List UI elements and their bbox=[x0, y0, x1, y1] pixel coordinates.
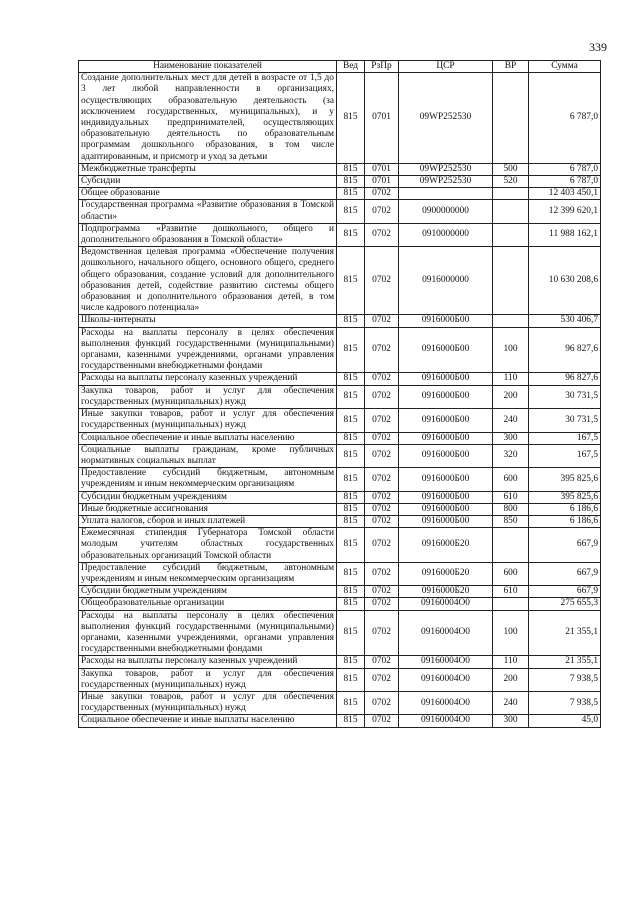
table-row bbox=[79, 188, 601, 200]
row-name: Общеобразовательные организации bbox=[79, 598, 337, 610]
row-csr: 09WP252530 bbox=[399, 73, 493, 164]
row-ved: 815 bbox=[337, 491, 365, 503]
table-row bbox=[79, 715, 601, 727]
table-row bbox=[79, 528, 601, 563]
table-row bbox=[79, 468, 601, 491]
row-ved: 815 bbox=[337, 444, 365, 467]
table-row bbox=[79, 373, 601, 385]
row-rzpr: 0702 bbox=[365, 409, 399, 432]
row-sum: 395 825,6 bbox=[529, 468, 601, 491]
row-ved: 815 bbox=[337, 327, 365, 373]
row-vr: 110 bbox=[493, 656, 529, 668]
row-name: Социальные выплаты гражданам, кроме публичных нормативных социальных выплат bbox=[79, 444, 337, 467]
row-vr bbox=[493, 200, 529, 223]
table-row bbox=[79, 598, 601, 610]
table-row bbox=[79, 562, 601, 585]
row-name: Субсидии бюджетным учреждениям bbox=[79, 586, 337, 598]
row-rzpr: 0702 bbox=[365, 586, 399, 598]
row-rzpr: 0702 bbox=[365, 715, 399, 727]
row-csr: 0916000Б00 bbox=[399, 468, 493, 491]
row-rzpr: 0701 bbox=[365, 176, 399, 188]
row-ved: 815 bbox=[337, 656, 365, 668]
table-row bbox=[79, 223, 601, 246]
row-name: Предоставление субсидий бюджетным, автономным учреждениям и иным некоммерческим организациям bbox=[79, 468, 337, 491]
header-row bbox=[79, 61, 601, 73]
row-ved: 815 bbox=[337, 176, 365, 188]
row-rzpr: 0701 bbox=[365, 163, 399, 175]
row-name: Общее образование bbox=[79, 188, 337, 200]
row-ved: 815 bbox=[337, 247, 365, 315]
table-row bbox=[79, 515, 601, 527]
row-csr: 0916000Б00 bbox=[399, 491, 493, 503]
table-row bbox=[79, 668, 601, 691]
row-rzpr: 0702 bbox=[365, 223, 399, 246]
row-csr: 09160004О0 bbox=[399, 598, 493, 610]
row-vr: 610 bbox=[493, 491, 529, 503]
row-vr: 610 bbox=[493, 586, 529, 598]
row-name: Расходы на выплаты персоналу в целях обеспечения выполнения функций государственными (муниципальными) органами, казенными учреждениями, органами управления государственными внебюджетными фондами bbox=[79, 327, 337, 373]
table-row bbox=[79, 409, 601, 432]
header-sum: Сумма bbox=[529, 61, 601, 73]
row-ved: 815 bbox=[337, 668, 365, 691]
row-name: Иные закупки товаров, работ и услуг для обеспечения государственных (муниципальных) нужд bbox=[79, 691, 337, 714]
row-name: Иные закупки товаров, работ и услуг для обеспечения государственных (муниципальных) нужд bbox=[79, 409, 337, 432]
row-vr: 240 bbox=[493, 409, 529, 432]
row-ved: 815 bbox=[337, 373, 365, 385]
row-rzpr: 0702 bbox=[365, 562, 399, 585]
row-rzpr: 0702 bbox=[365, 315, 399, 327]
row-sum: 167,5 bbox=[529, 432, 601, 444]
row-csr: 09160004О0 bbox=[399, 691, 493, 714]
header-name: Наименование показателей bbox=[79, 61, 337, 73]
row-rzpr: 0702 bbox=[365, 598, 399, 610]
row-vr bbox=[493, 315, 529, 327]
row-sum: 96 827,6 bbox=[529, 327, 601, 373]
row-sum: 6 787,0 bbox=[529, 73, 601, 164]
table-row bbox=[79, 327, 601, 373]
row-sum: 30 731,5 bbox=[529, 409, 601, 432]
row-sum: 6 186,6 bbox=[529, 503, 601, 515]
row-sum: 21 355,1 bbox=[529, 610, 601, 656]
row-csr: 0916000Б00 bbox=[399, 503, 493, 515]
row-name: Предоставление субсидий бюджетным, автономным учреждениям и иным некоммерческим организациям bbox=[79, 562, 337, 585]
row-ved: 815 bbox=[337, 610, 365, 656]
row-ved: 815 bbox=[337, 223, 365, 246]
row-ved: 815 bbox=[337, 503, 365, 515]
row-ved: 815 bbox=[337, 73, 365, 164]
row-name: Расходы на выплаты персоналу в целях обеспечения выполнения функций государственными (муниципальными) органами, казенными учреждениями, органами управления государственными внебюджетными фондами bbox=[79, 610, 337, 656]
row-ved: 815 bbox=[337, 200, 365, 223]
row-ved: 815 bbox=[337, 409, 365, 432]
table-row bbox=[79, 691, 601, 714]
row-csr: 0916000Б00 bbox=[399, 315, 493, 327]
row-csr: 0916000Б00 bbox=[399, 373, 493, 385]
row-rzpr: 0702 bbox=[365, 656, 399, 668]
row-vr bbox=[493, 598, 529, 610]
row-rzpr: 0702 bbox=[365, 247, 399, 315]
row-csr: 0916000Б00 bbox=[399, 409, 493, 432]
row-csr: 0916000000 bbox=[399, 247, 493, 315]
row-vr: 100 bbox=[493, 610, 529, 656]
row-vr: 300 bbox=[493, 715, 529, 727]
row-name: Закупка товаров, работ и услуг для обеспечения государственных (муниципальных) нужд bbox=[79, 668, 337, 691]
row-name: Государственная программа «Развитие образования в Томской области» bbox=[79, 200, 337, 223]
row-csr: 0916000Б00 bbox=[399, 432, 493, 444]
row-name: Социальное обеспечение и иные выплаты населению bbox=[79, 432, 337, 444]
row-ved: 815 bbox=[337, 515, 365, 527]
row-rzpr: 0702 bbox=[365, 188, 399, 200]
table-row bbox=[79, 656, 601, 668]
row-sum: 7 938,5 bbox=[529, 691, 601, 714]
row-ved: 815 bbox=[337, 163, 365, 175]
table-row bbox=[79, 491, 601, 503]
row-vr bbox=[493, 223, 529, 246]
row-rzpr: 0702 bbox=[365, 668, 399, 691]
table-row bbox=[79, 200, 601, 223]
row-name: Создание дополнительных мест для детей в возрасте от 1,5 до 3 лет любой направленности в организациях, осуществляющих образовательную деятельность (за исключением государственных, муниципальных), и у индивидуальных предпринимателей, осуществляющих образовательную деятельность по образовательным программам дошкольного образования, в том числе адаптированным, и присмотр и уход за детьми bbox=[79, 73, 337, 164]
row-ved: 815 bbox=[337, 468, 365, 491]
row-vr: 200 bbox=[493, 385, 529, 408]
row-name: Иные бюджетные ассигнования bbox=[79, 503, 337, 515]
row-sum: 395 825,6 bbox=[529, 491, 601, 503]
row-csr: 0916000Б20 bbox=[399, 586, 493, 598]
table-row bbox=[79, 432, 601, 444]
row-sum: 11 988 162,1 bbox=[529, 223, 601, 246]
row-name: Ведомственная целевая программа «Обеспечение получения дошкольного, начального общего, основного общего, среднего общего образования, создание условий для дополнительного образования детей, содействие развитию системы общего образования и дополнительного образования детей, в том числе кадрового потенциала» bbox=[79, 247, 337, 315]
row-sum: 12 399 620,1 bbox=[529, 200, 601, 223]
header-csr: ЦСР bbox=[399, 61, 493, 73]
row-csr: 09160004О0 bbox=[399, 668, 493, 691]
row-sum: 12 403 450,1 bbox=[529, 188, 601, 200]
row-sum: 167,5 bbox=[529, 444, 601, 467]
row-csr: 09160004О0 bbox=[399, 715, 493, 727]
row-csr: 0916000Б00 bbox=[399, 515, 493, 527]
row-rzpr: 0702 bbox=[365, 610, 399, 656]
row-name: Субсидии bbox=[79, 176, 337, 188]
row-sum: 30 731,5 bbox=[529, 385, 601, 408]
row-ved: 815 bbox=[337, 715, 365, 727]
row-name: Расходы на выплаты персоналу казенных учреждений bbox=[79, 656, 337, 668]
row-rzpr: 0702 bbox=[365, 432, 399, 444]
table-row bbox=[79, 73, 601, 164]
row-vr: 300 bbox=[493, 432, 529, 444]
row-rzpr: 0702 bbox=[365, 327, 399, 373]
row-rzpr: 0702 bbox=[365, 385, 399, 408]
header-vr: ВР bbox=[493, 61, 529, 73]
row-vr: 110 bbox=[493, 373, 529, 385]
row-sum: 7 938,5 bbox=[529, 668, 601, 691]
row-rzpr: 0702 bbox=[365, 200, 399, 223]
row-ved: 815 bbox=[337, 586, 365, 598]
row-sum: 275 655,3 bbox=[529, 598, 601, 610]
row-ved: 815 bbox=[337, 528, 365, 563]
row-vr bbox=[493, 188, 529, 200]
row-rzpr: 0702 bbox=[365, 444, 399, 467]
row-rzpr: 0702 bbox=[365, 515, 399, 527]
row-csr: 0916000Б00 bbox=[399, 444, 493, 467]
row-name: Ежемесячная стипендия Губернатора Томской области молодым учителям областных государственных образовательных организаций Томской области bbox=[79, 528, 337, 563]
row-vr: 320 bbox=[493, 444, 529, 467]
table-row bbox=[79, 503, 601, 515]
row-ved: 815 bbox=[337, 188, 365, 200]
row-name: Подпрограмма «Развитие дошкольного, общего и дополнительного образования в Томской области» bbox=[79, 223, 337, 246]
row-name: Школы-интернаты bbox=[79, 315, 337, 327]
budget-table bbox=[78, 60, 601, 728]
row-sum: 45,0 bbox=[529, 715, 601, 727]
row-vr: 520 bbox=[493, 176, 529, 188]
row-rzpr: 0702 bbox=[365, 691, 399, 714]
row-sum: 667,9 bbox=[529, 562, 601, 585]
header-rzpr: РзПр bbox=[365, 61, 399, 73]
row-ved: 815 bbox=[337, 598, 365, 610]
table-row bbox=[79, 163, 601, 175]
row-sum: 21 355,1 bbox=[529, 656, 601, 668]
row-sum: 667,9 bbox=[529, 586, 601, 598]
row-name: Межбюджетные трансферты bbox=[79, 163, 337, 175]
row-sum: 6 787,0 bbox=[529, 176, 601, 188]
row-vr: 850 bbox=[493, 515, 529, 527]
row-sum: 6 787,0 bbox=[529, 163, 601, 175]
row-csr: 09WP252530 bbox=[399, 163, 493, 175]
row-name: Расходы на выплаты персоналу казенных учреждений bbox=[79, 373, 337, 385]
table-row bbox=[79, 385, 601, 408]
row-vr: 600 bbox=[493, 468, 529, 491]
row-name: Субсидии бюджетным учреждениям bbox=[79, 491, 337, 503]
row-csr: 0910000000 bbox=[399, 223, 493, 246]
row-sum: 530 406,7 bbox=[529, 315, 601, 327]
row-csr: 0916000Б00 bbox=[399, 327, 493, 373]
table-row bbox=[79, 247, 601, 315]
row-rzpr: 0701 bbox=[365, 73, 399, 164]
row-ved: 815 bbox=[337, 432, 365, 444]
table-row bbox=[79, 610, 601, 656]
row-vr bbox=[493, 247, 529, 315]
table-row bbox=[79, 315, 601, 327]
row-csr: 09WP252530 bbox=[399, 176, 493, 188]
row-ved: 815 bbox=[337, 562, 365, 585]
row-csr bbox=[399, 188, 493, 200]
row-ved: 815 bbox=[337, 315, 365, 327]
row-sum: 6 186,6 bbox=[529, 515, 601, 527]
row-vr: 800 bbox=[493, 503, 529, 515]
row-csr: 0900000000 bbox=[399, 200, 493, 223]
row-csr: 0916000Б20 bbox=[399, 528, 493, 563]
row-sum: 667,9 bbox=[529, 528, 601, 563]
row-csr: 0916000Б20 bbox=[399, 562, 493, 585]
row-csr: 09160004О0 bbox=[399, 656, 493, 668]
header-ved: Вед bbox=[337, 61, 365, 73]
table-row bbox=[79, 444, 601, 467]
row-ved: 815 bbox=[337, 691, 365, 714]
row-csr: 0916000Б00 bbox=[399, 385, 493, 408]
row-rzpr: 0702 bbox=[365, 468, 399, 491]
row-sum: 10 630 208,6 bbox=[529, 247, 601, 315]
table-row bbox=[79, 176, 601, 188]
row-vr: 600 bbox=[493, 562, 529, 585]
row-csr: 09160004О0 bbox=[399, 610, 493, 656]
row-vr bbox=[493, 73, 529, 164]
row-rzpr: 0702 bbox=[365, 503, 399, 515]
row-vr bbox=[493, 528, 529, 563]
row-name: Уплата налогов, сборов и иных платежей bbox=[79, 515, 337, 527]
row-sum: 96 827,6 bbox=[529, 373, 601, 385]
row-vr: 240 bbox=[493, 691, 529, 714]
row-rzpr: 0702 bbox=[365, 528, 399, 563]
table-row bbox=[79, 586, 601, 598]
row-vr: 500 bbox=[493, 163, 529, 175]
page-number: 339 bbox=[589, 40, 607, 54]
row-vr: 200 bbox=[493, 668, 529, 691]
row-vr: 100 bbox=[493, 327, 529, 373]
row-name: Закупка товаров, работ и услуг для обеспечения государственных (муниципальных) нужд bbox=[79, 385, 337, 408]
row-rzpr: 0702 bbox=[365, 373, 399, 385]
row-name: Социальное обеспечение и иные выплаты населению bbox=[79, 715, 337, 727]
row-ved: 815 bbox=[337, 385, 365, 408]
row-rzpr: 0702 bbox=[365, 491, 399, 503]
